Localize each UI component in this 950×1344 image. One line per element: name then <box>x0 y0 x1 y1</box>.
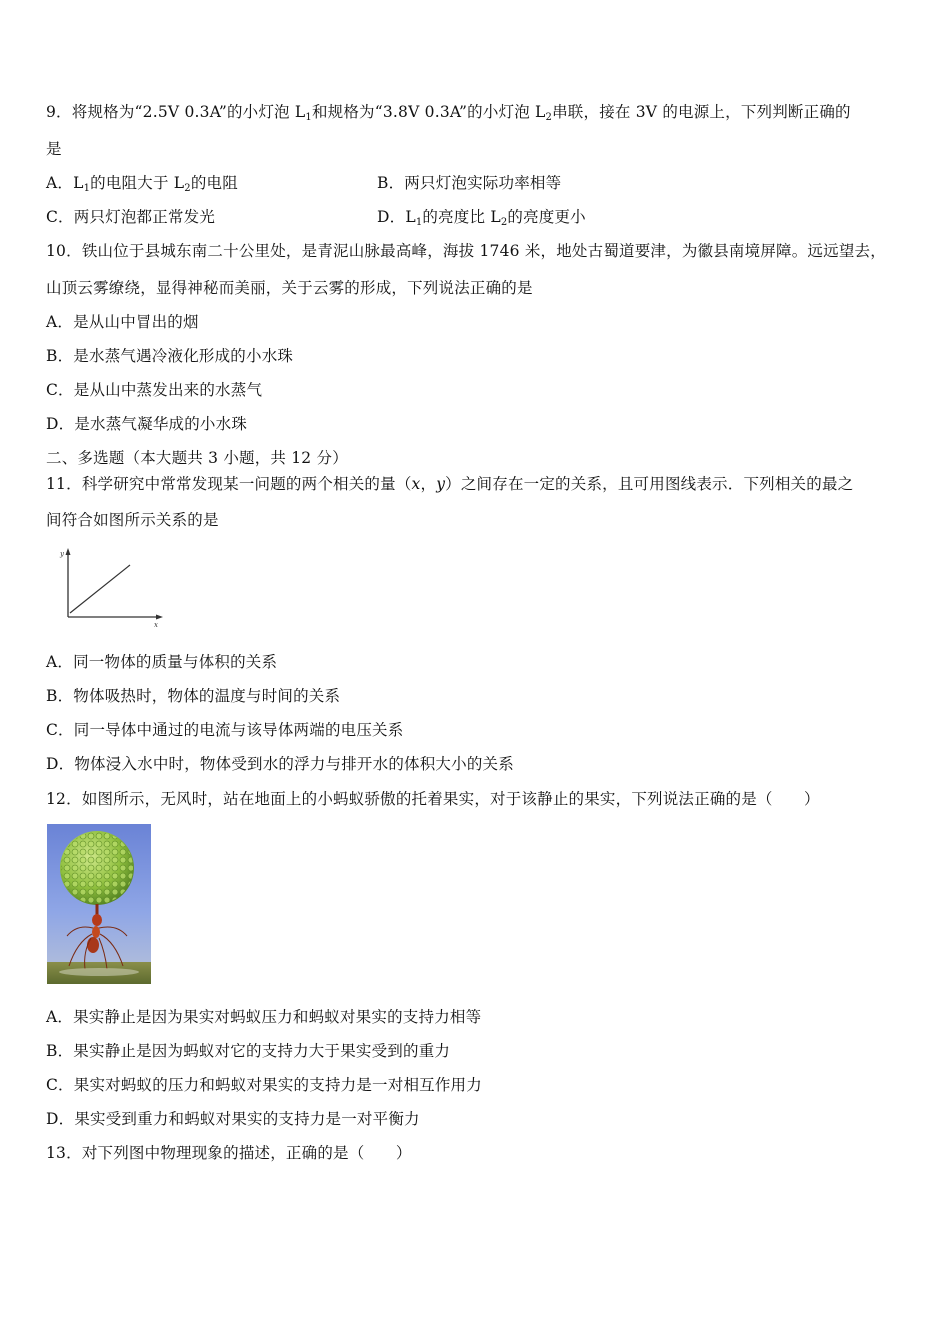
q11-comma: ， <box>420 475 437 493</box>
q10-option-b: B．是水蒸气遇冷液化形成的小水珠 <box>46 347 294 365</box>
q11-var-y: y <box>436 475 446 493</box>
q9-option-a-text-a: A．L <box>46 174 84 192</box>
q9-option-a-sub-1: 1 <box>83 183 91 194</box>
q11-option-b: B．物体吸热时，物体的温度与时间的关系 <box>46 687 341 705</box>
q12-stem: 12．如图所示，无风时，站在地面上的小蚂蚁骄傲的托着果实，对于该静止的果实，下列说法正确的是（ ） <box>46 790 820 808</box>
q11-option-d: D．物体浸入水中时，物体受到水的浮力与排开水的体积大小的关系 <box>46 755 514 773</box>
graph-y-label: y <box>60 550 64 558</box>
q11-var-x: x <box>411 475 421 493</box>
q9-option-d-sub-2: 2 <box>500 217 508 228</box>
q10-option-a: A．是从山中冒出的烟 <box>46 313 199 331</box>
fruit-texture <box>61 832 133 904</box>
graph-y-arrow <box>66 548 71 555</box>
ant-head <box>92 914 102 926</box>
section-multiple-choice-heading: 二、多选题（本大题共 3 小题，共 12 分） <box>46 449 348 467</box>
q9-option-b: B．两只灯泡实际功率相等 <box>377 174 562 192</box>
q10-option-c: C．是从山中蒸发出来的水蒸气 <box>46 381 263 399</box>
q9-subscript-1: 1 <box>305 112 312 123</box>
graph-x-label: x <box>154 621 158 629</box>
q12-option-d: D．果实受到重力和蚂蚁对果实的支持力是一对平衡力 <box>46 1110 420 1128</box>
ground-reflection <box>59 968 139 976</box>
q9-subscript-2: 2 <box>545 112 553 123</box>
q9-option-d-text-a: D．L <box>377 208 416 226</box>
q12-option-a: A．果实静止是因为果实对蚂蚁压力和蚂蚁对果实的支持力相等 <box>46 1008 482 1026</box>
q11-stem-line1 <box>46 474 853 494</box>
q9-option-c: C．两只灯泡都正常发光 <box>46 208 216 226</box>
q9-option-d <box>377 207 586 233</box>
q9-stem-line2: 是 <box>46 140 62 158</box>
q11-stem-text-a: 11．科学研究中常常发现某一问题的两个相关的量（ <box>46 475 412 493</box>
q9-option-d-text-b: 的亮度比 L <box>422 208 501 226</box>
q11-stem-line2: 间符合如图所示关系的是 <box>46 511 219 529</box>
q9-option-a-text-b: 的电阻大于 L <box>90 174 185 192</box>
q10-stem-line1: 10．铁山位于县城东南二十公里处，是青泥山脉最高峰，海拔 1746 米，地处古蜀道要津，为徽县南境屏障。远远望去， <box>46 242 886 260</box>
ant-holding-fruit-image <box>47 824 151 984</box>
q9-option-a-text-c: 的电阻 <box>190 174 238 192</box>
q9-option-a <box>46 173 238 199</box>
q11-option-c: C．同一导体中通过的电流与该导体两端的电压关系 <box>46 721 404 739</box>
q9-option-a-sub-2: 2 <box>184 183 191 194</box>
ant-thorax <box>92 926 100 938</box>
q13-stem: 13．对下列图中物理现象的描述，正确的是（ ） <box>46 1144 412 1162</box>
q9-option-d-text-c: 的亮度更小 <box>507 208 586 226</box>
q12-option-b: B．果实静止是因为蚂蚁对它的支持力大于果实受到的重力 <box>46 1042 451 1060</box>
q12-option-c: C．果实对蚂蚁的压力和蚂蚁对果实的支持力是一对相互作用力 <box>46 1076 482 1094</box>
graph-x-arrow <box>156 615 163 620</box>
q9-option-d-sub-1: 1 <box>415 217 423 228</box>
ant-abdomen <box>87 937 99 953</box>
q11-option-a: A．同一物体的质量与体积的关系 <box>46 653 278 671</box>
q9-stem-text-c: 串联，接在 3V 的电源上，下列判断正确的 <box>552 103 851 121</box>
q9-stem-text-a: 9．将规格为“2.5V 0.3A”的小灯泡 L <box>46 103 306 121</box>
q10-stem-line2: 山顶云雾缭绕，显得神秘而美丽，关于云雾的形成，下列说法正确的是 <box>46 279 533 297</box>
q9-stem-text-b: 和规格为“3.8V 0.3A”的小灯泡 L <box>311 103 546 121</box>
graph-line <box>70 565 130 613</box>
q10-option-d: D．是水蒸气凝华成的小水珠 <box>46 415 248 433</box>
q11-stem-text-b: ）之间存在一定的关系，且可用图线表示．下列相关的最之 <box>445 475 854 493</box>
q11-linear-graph <box>50 545 170 630</box>
q9-stem-line1 <box>46 102 851 128</box>
